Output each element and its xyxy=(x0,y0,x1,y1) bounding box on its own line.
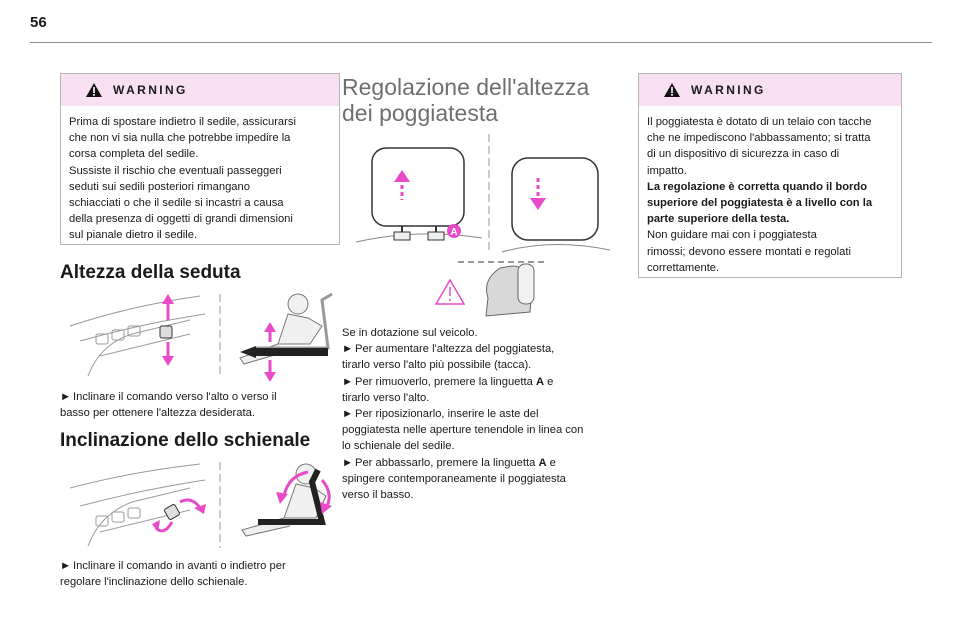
instruction-text: poggiatesta nelle aperture tenendole in linea con xyxy=(342,424,584,437)
instruction-text: tirarlo verso l'alto. xyxy=(342,391,430,404)
warning-line: che non vi sia nulla che potrebbe impedire la xyxy=(69,132,291,145)
instruction-text: Per aumentare l'altezza del poggiatesta, xyxy=(355,343,555,356)
warning-line: seduti sui sedili posteriori rimangano xyxy=(69,180,250,193)
instruction-text: Per abbassarlo, premere la linguetta xyxy=(355,456,539,469)
warning-line: impatto. xyxy=(647,164,687,177)
arrow-bullet-icon: ► xyxy=(60,391,72,403)
warning-line: sul pianale dietro il sedile. xyxy=(69,229,198,242)
heading-line: dei poggiatesta xyxy=(342,100,499,126)
instruction-text: lo schienale del sedile. xyxy=(342,440,455,453)
headrest-illustration xyxy=(352,130,614,320)
warning-box-seat-back xyxy=(60,73,340,245)
headrest-instructions xyxy=(342,325,624,503)
tab-reference: A xyxy=(538,456,547,469)
arrow-bullet-icon: ► xyxy=(342,375,354,388)
warning-triangle-icon xyxy=(85,82,103,98)
arrow-bullet-icon: ► xyxy=(342,408,354,421)
warning-bold-line: La regolazione è corretta quando il bordo xyxy=(647,180,868,193)
instruction-text: verso il basso. xyxy=(342,489,414,502)
instruction-text: e xyxy=(544,375,554,388)
section-heading-headrest xyxy=(342,74,624,126)
warning-line: rimossi; devono essere montati e regolati xyxy=(647,245,851,258)
instruction-text: Per riposizionarlo, inserire le aste del xyxy=(355,408,539,421)
arrow-bullet-icon: ► xyxy=(60,560,72,572)
backrest-instructions xyxy=(60,558,340,590)
instruction-text: e xyxy=(546,456,556,469)
warning-line: Il poggiatesta è dotato di un telaio con tacche xyxy=(647,116,872,128)
warning-line: che ne impediscono l'abbassamento; si tratta xyxy=(647,132,871,145)
warning-title: WARNING xyxy=(691,83,766,97)
instruction-text: Per rimuoverlo, premere la linguetta xyxy=(355,375,536,388)
instruction-text: basso per ottenere l'altezza desiderata. xyxy=(60,407,255,420)
instruction-text: Se in dotazione sul veicolo. xyxy=(342,327,478,339)
headrest-tab-label: A xyxy=(450,227,458,238)
instruction-text: regolare l'inclinazione dello schienale. xyxy=(60,576,248,589)
instruction-text: Inclinare il comando in avanti o indietro per xyxy=(73,560,286,572)
warning-header xyxy=(639,74,901,106)
warning-bold-line: parte superiore della testa. xyxy=(647,213,790,226)
warning-text xyxy=(61,106,339,250)
warning-line: corsa completa del sedile. xyxy=(69,148,199,161)
instruction-text: Inclinare il comando verso l'alto o verso il xyxy=(73,391,277,403)
warning-header xyxy=(61,74,339,106)
warning-title: WARNING xyxy=(113,83,188,97)
warning-text xyxy=(639,106,901,282)
warning-line: schiacciati o che il sedile si incastri a causa xyxy=(69,197,284,210)
backrest-illustration xyxy=(60,458,338,554)
heading-line: Regolazione dell'altezza xyxy=(342,74,590,100)
warning-line: di un dispositivo di sicurezza in caso di xyxy=(647,148,840,161)
warning-line: Prima di spostare indietro il sedile, assicurarsi xyxy=(69,116,296,128)
warning-line: Sussiste il rischio che eventuali passeggeri xyxy=(69,164,282,177)
tab-reference: A xyxy=(535,375,545,388)
instruction-text: tirarlo verso l'alto più possibile (tacca). xyxy=(342,359,532,372)
section-heading-backrest: Inclinazione dello schienale xyxy=(60,430,311,451)
page-number: 56 xyxy=(30,14,47,31)
section-heading-seat-height: Altezza della seduta xyxy=(60,262,241,283)
instruction-text: spingere contemporaneamente il poggiatesta xyxy=(342,472,566,485)
warning-line: correttamente. xyxy=(647,261,720,274)
warning-line: della presenza di oggetti di grandi dimensioni xyxy=(69,213,293,226)
seat-height-instructions xyxy=(60,389,340,421)
arrow-bullet-icon: ► xyxy=(342,456,354,469)
seat-height-illustration xyxy=(60,286,338,386)
warning-line: Non guidare mai con i poggiatesta xyxy=(647,229,817,242)
warning-triangle-icon xyxy=(663,82,681,98)
warning-bold-line: superiore del poggiatesta è a livello con la xyxy=(647,197,873,210)
header-divider xyxy=(30,42,932,43)
arrow-bullet-icon: ► xyxy=(342,343,354,356)
warning-box-headrest xyxy=(638,73,902,278)
